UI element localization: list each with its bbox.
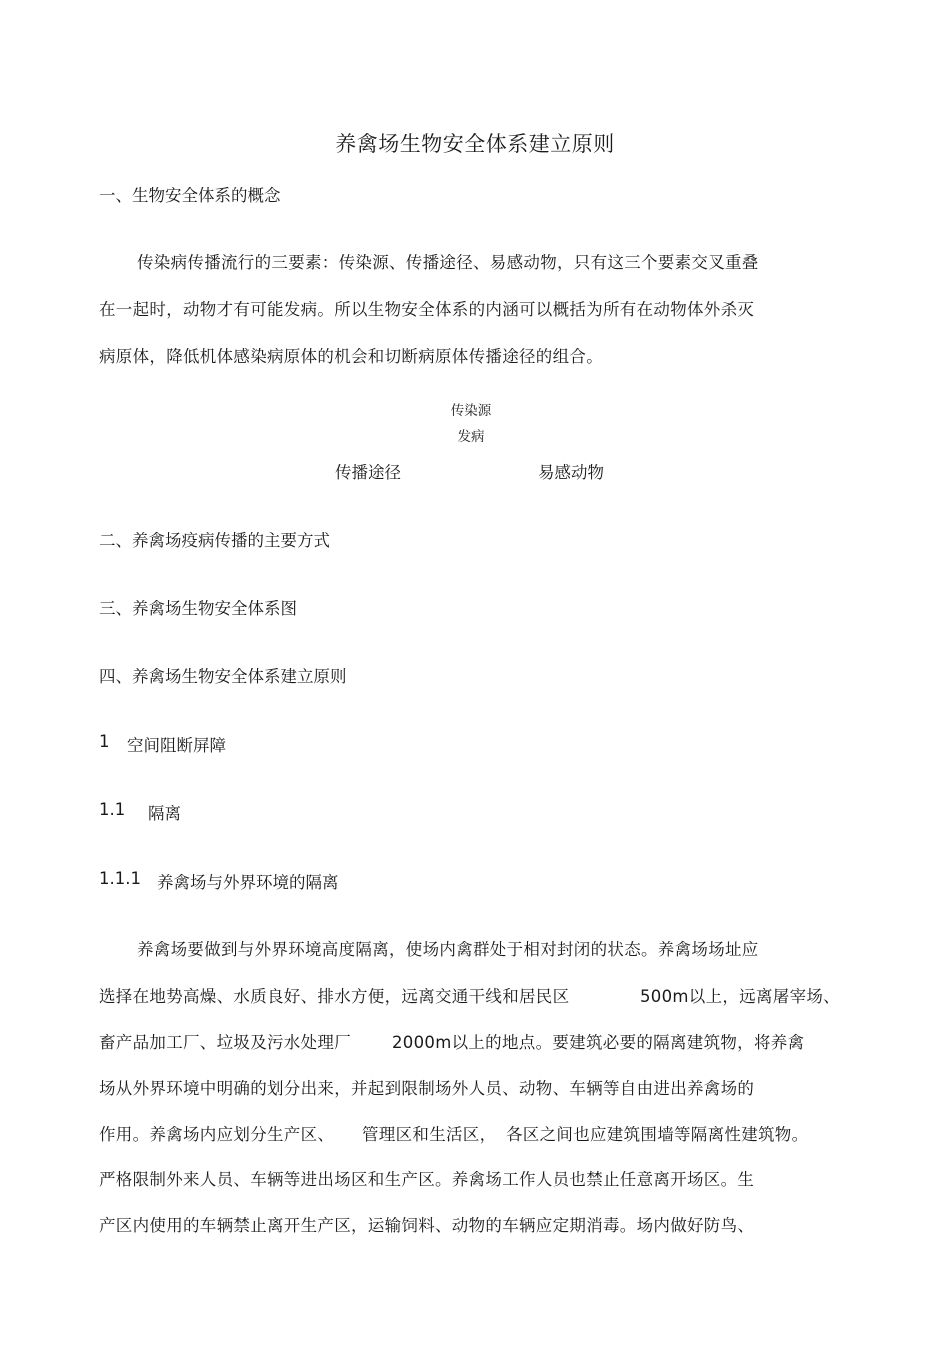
paragraph-line: 作用。养禽场内应划分生产区、 bbox=[99, 1125, 335, 1144]
subsection-1-1-number: 1.1 bbox=[99, 800, 126, 819]
diagram-route-label: 传播途径 bbox=[335, 463, 401, 482]
paragraph-line: 传染病传播流行的三要素：传染源、传播途径、易感动物，只有这三个要素交叉重叠 bbox=[137, 253, 759, 272]
section-1-heading: 一、生物安全体系的概念 bbox=[99, 186, 281, 205]
subsection-1-title: 空间阻断屏障 bbox=[127, 736, 226, 755]
subsection-1-1-1-number: 1.1.1 bbox=[99, 869, 141, 888]
diagram-disease-label: 发病 bbox=[457, 429, 485, 445]
paragraph-line: 产区内使用的车辆禁止离开生产区，运输饲料、动物的车辆应定期消毒。场内做好防鸟、 bbox=[99, 1216, 755, 1235]
document-title: 养禽场生物安全体系建立原则 bbox=[335, 132, 615, 156]
paragraph-line-continuation: 管理区和生活区， bbox=[362, 1125, 497, 1144]
paragraph-line: 选择在地势高燥、水质良好、排水方便，远离交通干线和居民区 bbox=[99, 987, 570, 1006]
subsection-1-1-title: 隔离 bbox=[148, 804, 181, 823]
subsection-1-number: 1 bbox=[99, 732, 110, 751]
paragraph-line-continuation: 500m以上，远离屠宰场、 bbox=[640, 987, 840, 1006]
paragraph-line: 病原体，降低机体感染病原体的机会和切断病原体传播途径的组合。 bbox=[99, 347, 603, 366]
subsection-1-1-1-title: 养禽场与外界环境的隔离 bbox=[157, 873, 339, 892]
paragraph-line: 严格限制外来人员、车辆等进出场区和生产区。养禽场工作人员也禁止任意离开场区。生 bbox=[99, 1170, 755, 1189]
paragraph-line: 场从外界环境中明确的划分出来，并起到限制场外人员、动物、车辆等自由进出养禽场的 bbox=[99, 1079, 755, 1098]
diagram-source-label: 传染源 bbox=[450, 403, 492, 419]
section-3-heading: 三、养禽场生物安全体系图 bbox=[99, 599, 297, 618]
paragraph-line: 养禽场要做到与外界环境高度隔离，使场内禽群处于相对封闭的状态。养禽场场址应 bbox=[137, 940, 759, 959]
paragraph-line-continuation: 各区之间也应建筑围墙等隔离性建筑物。 bbox=[506, 1125, 809, 1144]
diagram-susceptible-label: 易感动物 bbox=[538, 463, 604, 482]
paragraph-line: 在一起时，动物才有可能发病。所以生物安全体系的内涵可以概括为所有在动物体外杀灭 bbox=[99, 300, 755, 319]
paragraph-line: 畜产品加工厂、垃圾及污水处理厂 bbox=[99, 1033, 351, 1052]
section-4-heading: 四、养禽场生物安全体系建立原则 bbox=[99, 667, 347, 686]
section-2-heading: 二、养禽场疫病传播的主要方式 bbox=[99, 531, 330, 550]
paragraph-line-continuation: 2000m以上的地点。要建筑必要的隔离建筑物，将养禽 bbox=[392, 1033, 805, 1052]
